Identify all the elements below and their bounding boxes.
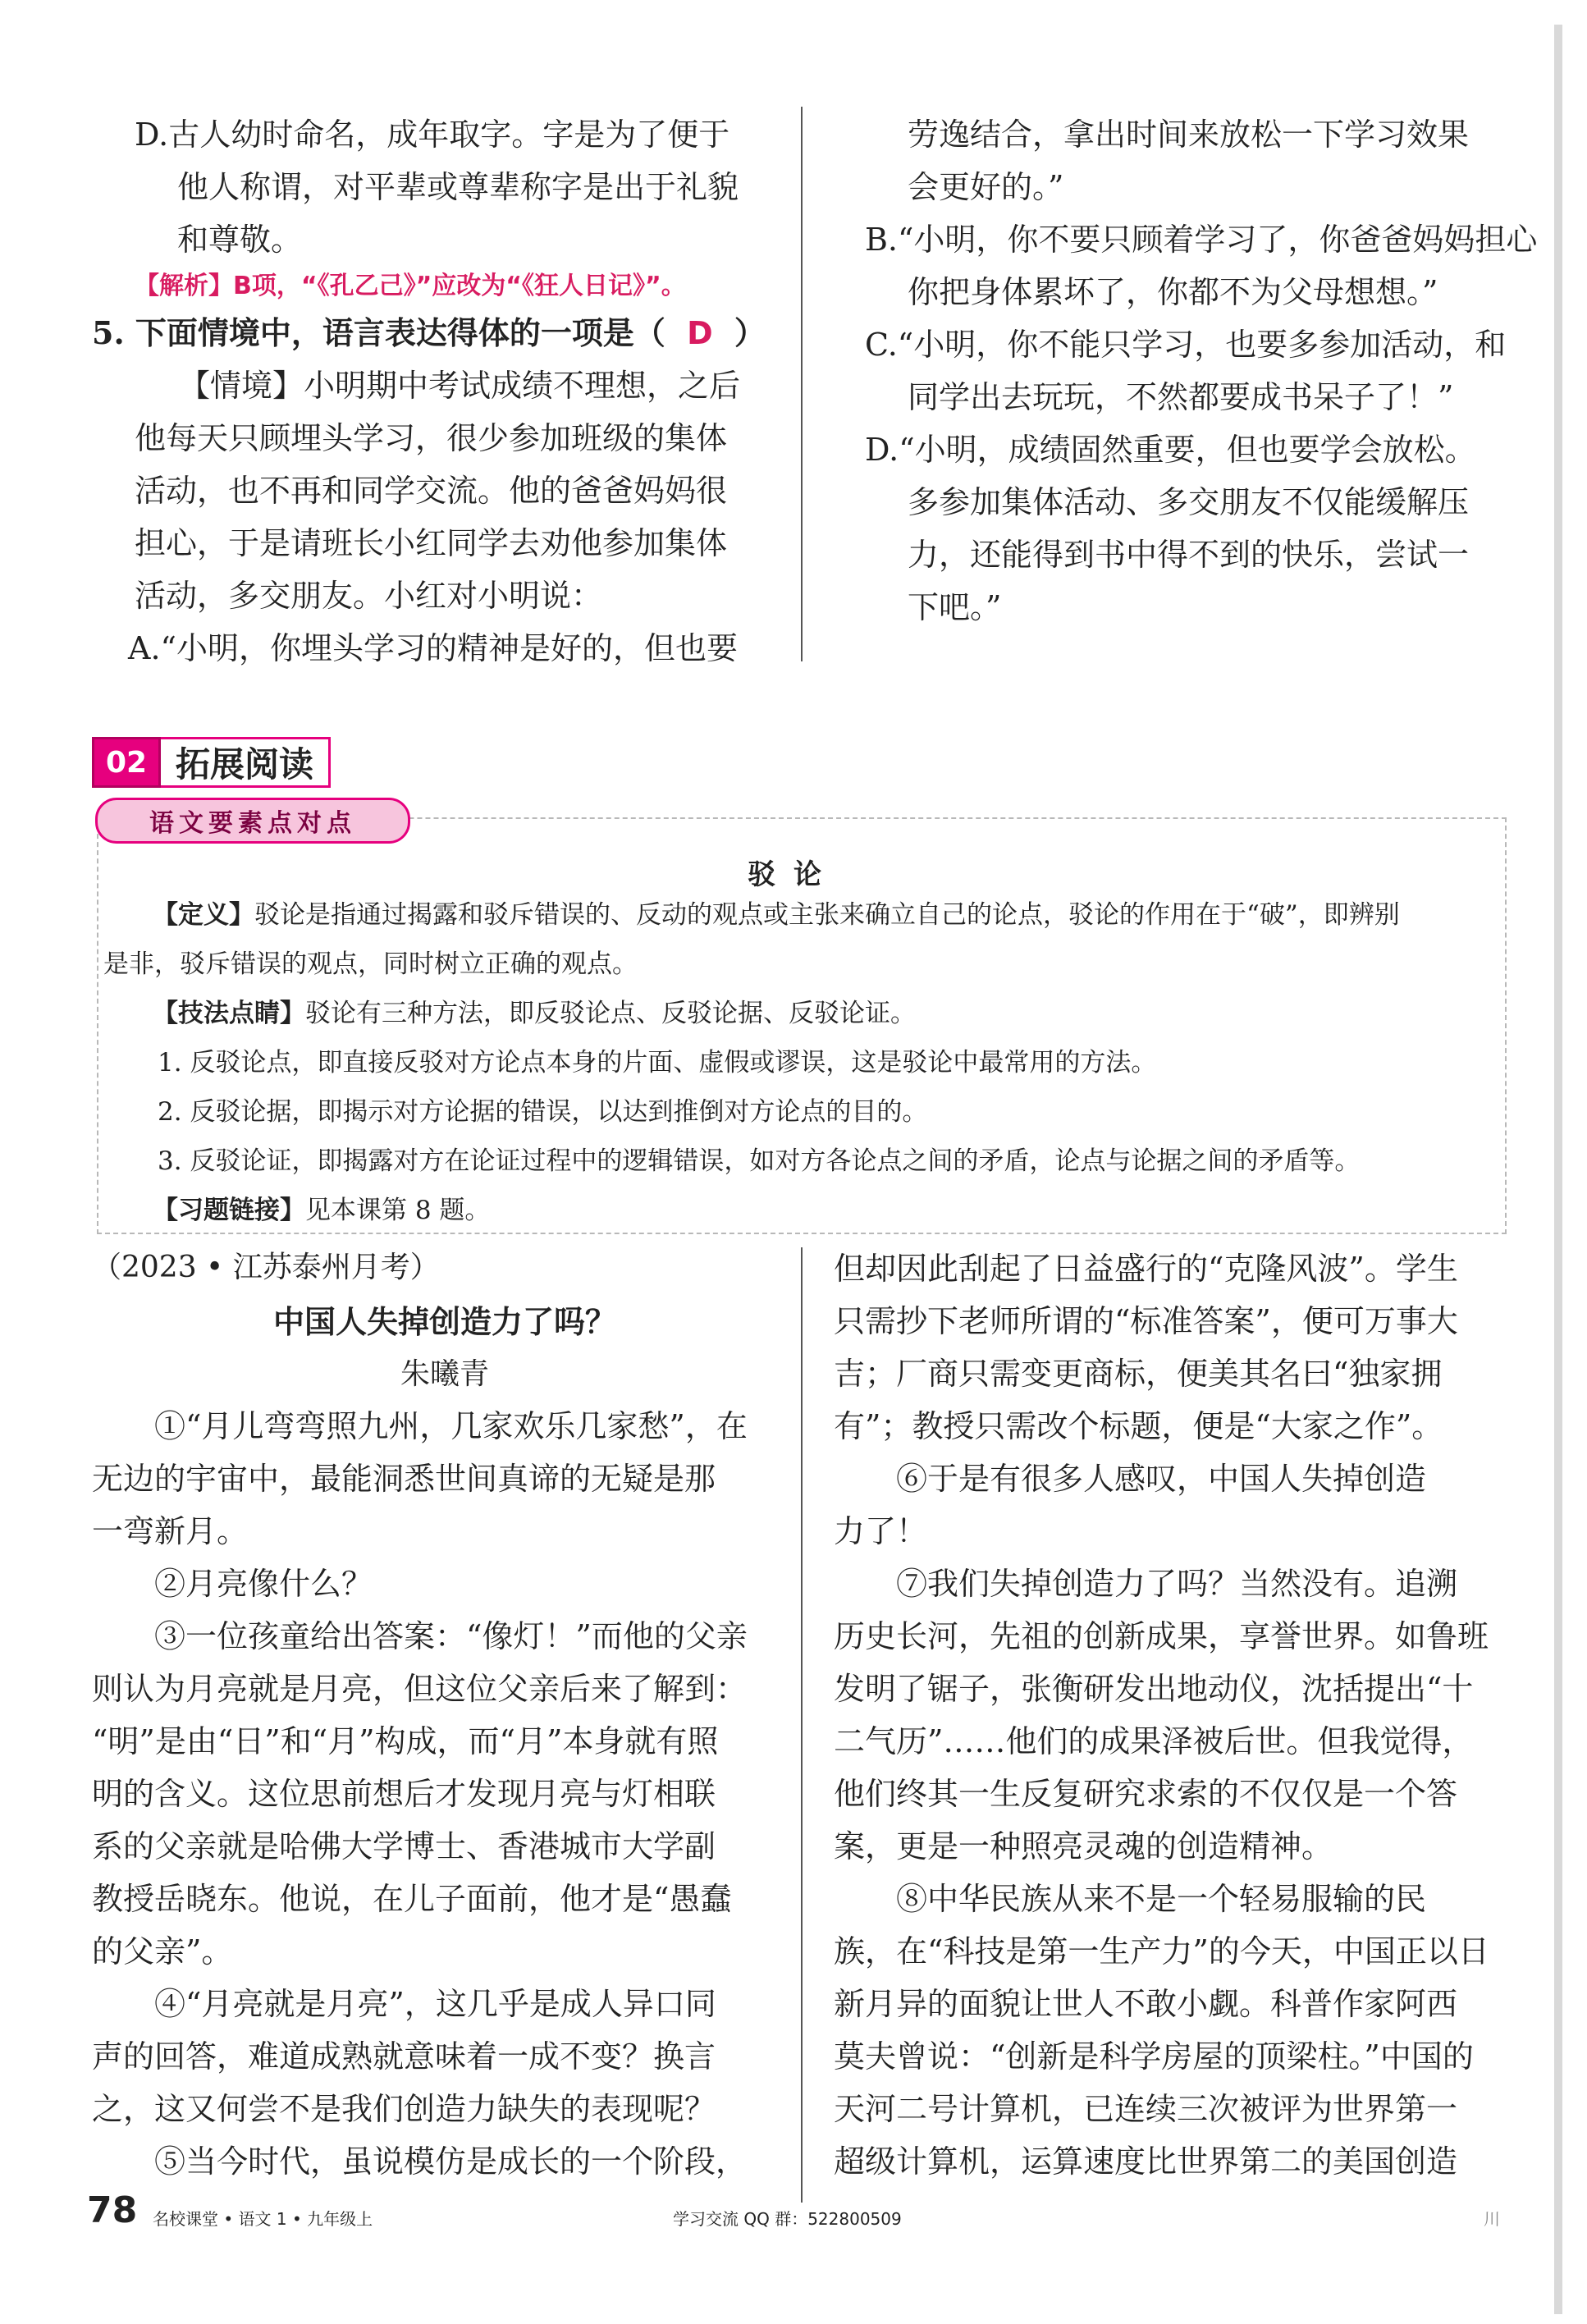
article-right-line-13: ⑧中华民族从来不是一个轻易服输的民	[896, 1881, 1427, 1917]
definition-line-2: 是非，驳斥错误的观点，同时树立正确的观点。	[103, 949, 638, 979]
article-right-line-3: 吉；厂商只需变更商标，便美其名曰“独家拥	[834, 1356, 1443, 1392]
option-line-5: C.“小明，你不能只学习，也要多参加活动，和	[865, 327, 1507, 363]
article-left-line-8: 明的含义。这位思前想后才发现月亮与灯相联	[92, 1776, 716, 1812]
article-right-line-2: 只需抄下老师所谓的“标准答案”，便可万事大	[834, 1303, 1458, 1339]
article-right-line-17: 天河二号计算机，已连续三次被评为世界第一	[834, 2091, 1458, 2127]
option-d-line-2: 他人称谓，对平辈或尊辈称字是出于礼貌	[177, 169, 739, 205]
article-left-line-2: 无边的宇宙中，最能洞悉世间真谛的无疑是那	[92, 1461, 716, 1497]
upper-right-column	[865, 108, 1538, 634]
article-right-line-16: 莫夫曾说：“创新是科学房屋的顶梁柱。”中国的	[834, 2038, 1474, 2075]
article-right-line-18: 超级计算机，运算速度比世界第二的美国创造	[834, 2143, 1458, 2180]
article-right-column	[834, 1242, 1523, 2188]
article-left-line-1: ①“月儿弯弯照九州，几家欢乐几家愁”，在	[154, 1408, 748, 1444]
context-line-3: 活动，也不再和同学交流。他的爸爸妈妈很	[135, 473, 728, 509]
context-line-4: 担心，于是请班长小红同学去劝他参加集体	[135, 525, 728, 561]
technique-tag: 【技法点睛】	[153, 999, 305, 1028]
option-line-6: 同学出去玩玩，不然都要成书呆子了！”	[908, 379, 1454, 415]
option-line-1: 劳逸结合，拿出时间来放松一下学习效果	[908, 117, 1470, 153]
upper-left-column	[92, 108, 798, 675]
section-title: 拓展阅读	[161, 737, 331, 788]
exercise-link-line	[153, 1187, 490, 1234]
article-left-line-10: 教授岳晓东。他说，在儿子面前，他才是“愚蠢	[92, 1881, 732, 1917]
article-right-line-9: 发明了锯子，张衡研发出地动仪，沈括提出“十	[834, 1671, 1474, 1707]
definition-text: 驳论是指通过揭露和驳斥错误的、反动的观点或主张来确立自己的论点，驳论的作用在于“破”，即辨别	[254, 900, 1400, 930]
definition-line-1	[153, 891, 1400, 939]
exercise-link-tag: 【习题链接】	[153, 1196, 305, 1225]
exercise-link-text: 见本课第 8 题。	[305, 1196, 491, 1225]
context-line-5: 活动，多交朋友。小红对小明说：	[135, 578, 603, 614]
article-right-line-10: 二气历”……他们的成果泽被后世。但我觉得，	[834, 1723, 1474, 1759]
method-item-2: 2. 反驳论据，即揭示对方论据的错误，以达到推倒对方论点的目的。	[158, 1097, 928, 1127]
method-item-3: 3. 反驳论证，即揭露对方在论证过程中的逻辑错误，如对方各论点之间的矛盾，论点与论据之间的矛盾等。	[158, 1146, 1361, 1176]
option-line-10: 下吧。”	[908, 589, 1002, 625]
article-left-line-11: 的父亲”。	[92, 1933, 233, 1969]
analysis-note: 【解析】B项，“《孔乙己》”应改为“《狂人日记》”。	[135, 272, 686, 300]
book-info: 名校课堂 • 语文 1 • 九年级上	[153, 2209, 373, 2229]
option-d-line-1: D.古人幼时命名，成年取字。字是为了便于	[135, 117, 730, 153]
method-item-1: 1. 反驳论点，即直接反驳对方论点本身的片面、虚假或谬误，这是驳论中最常用的方法。	[158, 1048, 1157, 1077]
article-source: （2023 • 江苏泰州月考）	[92, 1251, 440, 1284]
article-title: 中国人失掉创造力了吗？	[272, 1304, 616, 1340]
column-divider-upper	[801, 107, 803, 661]
option-line-7: D.“小明，成绩固然重要，但也要学会放松。	[865, 432, 1476, 468]
article-left-line-4: ②月亮像什么？	[154, 1566, 373, 1602]
option-line-2: 会更好的。”	[908, 169, 1064, 205]
column-divider-lower	[801, 1247, 803, 2203]
article-author: 朱曦青	[400, 1357, 489, 1391]
article-left-line-13: 声的回答，难道成熟就意味着一成不变？换言	[92, 2038, 716, 2075]
page-number: 78	[87, 2189, 138, 2231]
article-left-line-12: ④“月亮就是月亮”，这几乎是成人异口同	[154, 1986, 716, 2022]
question-5-stem	[92, 307, 798, 359]
article-right-line-8: 历史长河，先祖的创新成果，享誉世界。如鲁班	[834, 1618, 1489, 1654]
question-5-stem-close: ）	[734, 314, 766, 351]
section-number: 02	[92, 737, 161, 788]
article-left-line-7: “明”是由“日”和“月”构成，而“月”本身就有照	[92, 1723, 719, 1759]
technique-line	[153, 990, 916, 1037]
question-5-answer: D	[687, 315, 713, 351]
technique-text: 驳论有三种方法，即反驳论点、反驳论据、反驳论证。	[305, 999, 916, 1028]
article-right-line-6: 力了！	[834, 1513, 928, 1549]
option-d-line-3: 和尊敬。	[177, 222, 303, 258]
article-left-line-5: ③一位孩童给出答案：“像灯！”而他的父亲	[154, 1618, 748, 1654]
option-line-9: 力，还能得到书中得不到的快乐，尝试一	[908, 537, 1470, 573]
definition-tag: 【定义】	[153, 900, 254, 930]
article-right-line-5: ⑥于是有很多人感叹，中国人失掉创造	[896, 1461, 1427, 1497]
article-left-column	[92, 1400, 798, 2188]
article-left-line-14: 之，这又何尝不是我们创造力缺失的表现呢？	[92, 2091, 716, 2127]
page-edge-shadow	[1554, 25, 1562, 2314]
article-left-line-9: 系的父亲就是哈佛大学博士、香港城市大学副	[92, 1828, 716, 1864]
article-left-line-6: 则认为月亮就是月亮，但这位父亲后来了解到：	[92, 1671, 748, 1707]
qq-group: 学习交流 QQ 群：522800509	[673, 2209, 902, 2229]
option-a-line-1: A.“小明，你埋头学习的精神是好的，但也要	[128, 630, 738, 666]
context-line-2: 他每天只顾埋头学习，很少参加班级的集体	[135, 420, 728, 456]
article-right-line-12: 案，更是一种照亮灵魂的创造精神。	[834, 1828, 1333, 1864]
section-header	[92, 737, 331, 788]
context-line-1: 【情境】小明期中考试成绩不理想，之后	[179, 368, 741, 404]
option-line-3: B.“小明，你不要只顾着学习了，你爸爸妈妈担心	[865, 222, 1538, 258]
article-right-line-7: ⑦我们失掉创造力了吗？当然没有。追溯	[896, 1566, 1458, 1602]
question-5-stem-text: 5. 下面情境中，语言表达得体的一项是（	[92, 314, 665, 351]
option-line-8: 多参加集体活动、多交朋友不仅能缓解压	[908, 484, 1470, 520]
article-left-line-15: ⑤当今时代，虽说模仿是成长的一个阶段，	[154, 2143, 748, 2180]
article-right-line-11: 他们终其一生反复研究求索的不仅仅是一个答	[834, 1776, 1458, 1812]
footer-mark: 川	[1484, 2209, 1500, 2229]
article-left-line-3: 一弯新月。	[92, 1513, 249, 1549]
article-right-line-15: 新月异的面貌让世人不敢小觑。科普作家阿西	[834, 1986, 1458, 2022]
section-badge: 语文要素点对点	[95, 798, 410, 844]
option-line-4: 你把身体累坏了，你都不为父母想想。”	[908, 274, 1438, 310]
article-right-line-14: 族，在“科技是第一生产力”的今天，中国正以日	[834, 1933, 1489, 1969]
article-right-line-1: 但却因此刮起了日益盛行的“克隆风波”。学生	[834, 1251, 1458, 1287]
knowledge-title: 驳论	[748, 858, 839, 891]
article-right-line-4: 有”；教授只需改个标题，便是“大家之作”。	[834, 1408, 1443, 1444]
